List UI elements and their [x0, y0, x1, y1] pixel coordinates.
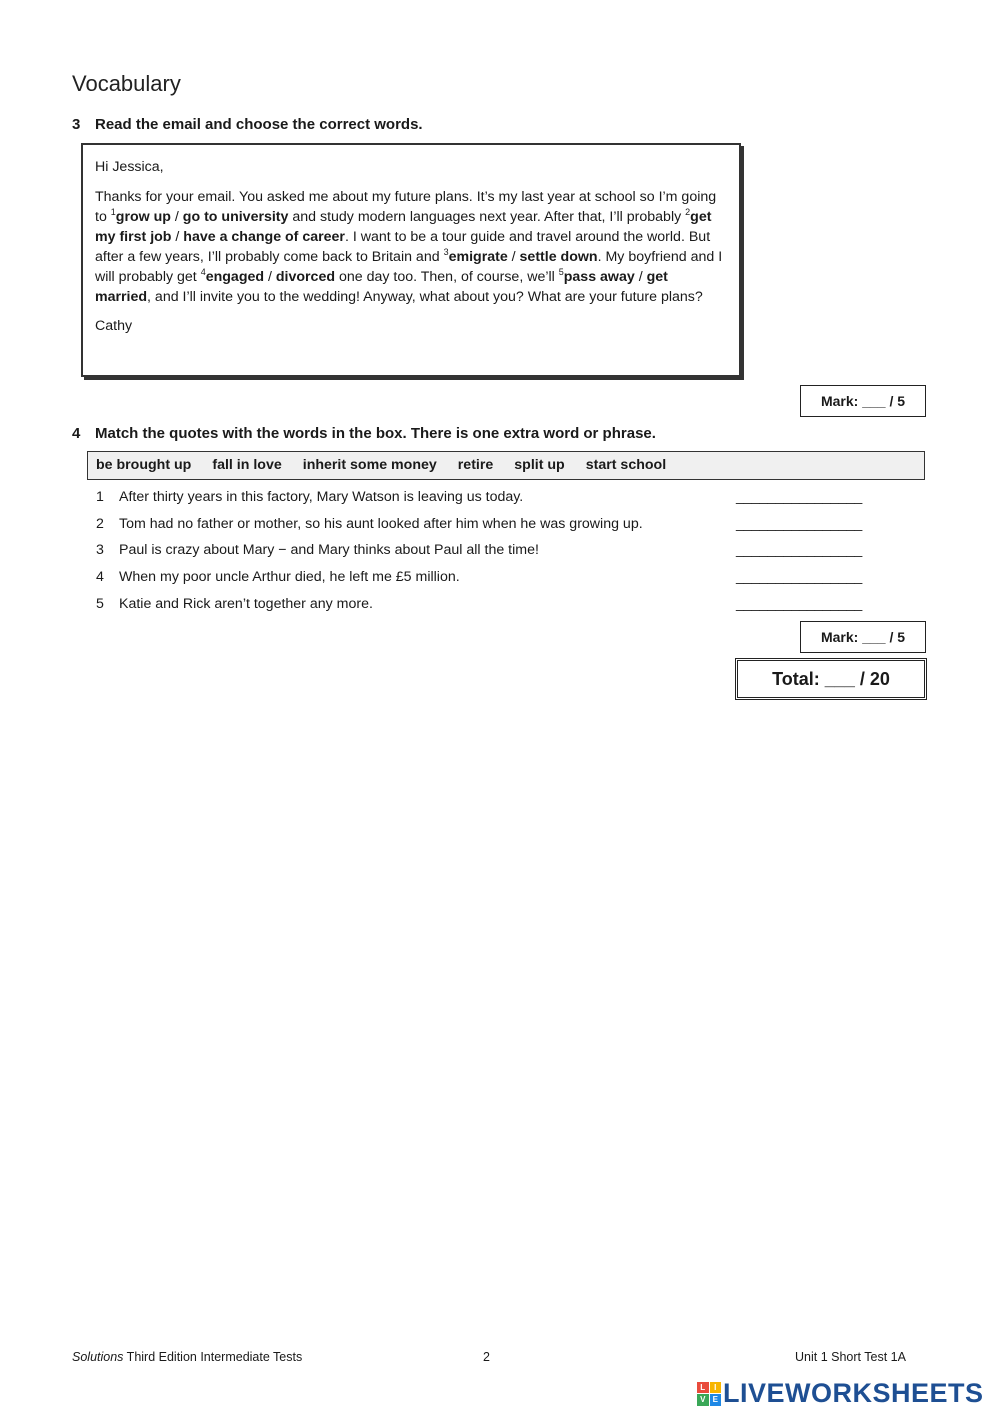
- footer-rest: Third Edition Intermediate Tests: [123, 1350, 303, 1364]
- question-number: 4: [72, 425, 81, 442]
- footer-italic: Solutions: [72, 1350, 124, 1364]
- section-title: Vocabulary: [72, 71, 181, 96]
- email-greeting: Hi Jessica,: [95, 159, 164, 175]
- item-number: 4: [96, 569, 104, 585]
- answer-blank[interactable]: ________________: [736, 569, 863, 585]
- word-option[interactable]: be brought up: [96, 457, 192, 473]
- word-box: [87, 451, 925, 480]
- item-text: After thirty years in this factory, Mary Watson is leaving us today.: [119, 489, 524, 505]
- option-2a[interactable]: get my first job: [95, 209, 712, 245]
- item-number: 3: [96, 542, 104, 558]
- word-option[interactable]: fall in love: [212, 457, 282, 473]
- email-box: [81, 143, 741, 377]
- mark-box-q4: Mark: ___ / 5: [800, 621, 926, 653]
- gap-number: 2: [685, 207, 691, 217]
- item-number: 5: [96, 596, 104, 612]
- option-separator: /: [264, 269, 276, 285]
- email-text: Thanks for your email. You asked me about my future plans. It’s my last year at school so I’m going to: [95, 189, 717, 225]
- email-text: . My boyfriend and I will probably get: [95, 249, 723, 285]
- match-item: [96, 489, 876, 509]
- option-separator: /: [634, 269, 647, 285]
- word-option[interactable]: retire: [457, 457, 494, 473]
- email-signature: Cathy: [95, 318, 133, 334]
- gap-number: 5: [558, 267, 564, 277]
- match-item: [96, 569, 876, 589]
- option-3b[interactable]: settle down: [519, 249, 598, 265]
- question-4-heading: [72, 425, 656, 442]
- item-text: Paul is crazy about Mary − and Mary thinks about Paul all the time!: [119, 542, 539, 558]
- option-separator: /: [171, 229, 184, 245]
- option-4a[interactable]: engaged: [205, 269, 265, 285]
- email-text: . I want to be a tour guide and travel around the world. But after a few years, I’ll probably come back to Britain and: [95, 229, 711, 265]
- mark-box-q3: Mark: ___ / 5: [800, 385, 926, 417]
- match-item: [96, 516, 876, 536]
- total-box: Total: ___ / 20: [735, 658, 927, 700]
- option-1a[interactable]: grow up: [115, 209, 171, 225]
- answer-blank[interactable]: ________________: [736, 489, 863, 505]
- footer-book-title: [72, 1350, 302, 1364]
- option-3a[interactable]: emigrate: [448, 249, 508, 265]
- question-3-heading: [72, 116, 423, 133]
- logo-icon: [697, 1382, 721, 1406]
- email-text: , and I’ll invite you to the wedding! Anyway, what about you? What are your future plans?: [147, 289, 703, 305]
- gap-number: 1: [110, 207, 116, 217]
- gap-number: 3: [443, 247, 449, 257]
- option-5b[interactable]: get married: [95, 269, 668, 305]
- answer-blank[interactable]: ________________: [736, 516, 863, 532]
- item-text: Tom had no father or mother, so his aunt looked after him when he was growing up.: [119, 516, 643, 532]
- footer-page-number: 2: [483, 1350, 490, 1364]
- answer-blank[interactable]: ________________: [736, 596, 863, 612]
- answer-blank[interactable]: ________________: [736, 542, 863, 558]
- question-instruction: Read the email and choose the correct words.: [95, 116, 423, 133]
- logo-text: LIVEWORKSHEETS: [723, 1378, 984, 1408]
- logo-letter: L: [697, 1382, 709, 1394]
- option-2b[interactable]: have a change of career: [183, 229, 345, 245]
- match-item: [96, 596, 876, 616]
- question-instruction: Match the quotes with the words in the box. There is one extra word or phrase.: [95, 425, 656, 442]
- logo-letter: V: [697, 1394, 709, 1406]
- item-number: 1: [96, 489, 104, 505]
- option-separator: /: [507, 249, 520, 265]
- logo-letter: I: [710, 1382, 722, 1394]
- email-text: one day too. Then, of course, we’ll: [335, 269, 559, 285]
- item-text: Katie and Rick aren’t together any more.: [119, 596, 373, 612]
- footer-test-name: Unit 1 Short Test 1A: [795, 1350, 906, 1364]
- liveworksheets-logo[interactable]: [697, 1378, 984, 1409]
- email-text: and study modern languages next year. After that, I’ll probably: [288, 209, 686, 225]
- option-1b[interactable]: go to university: [182, 209, 289, 225]
- option-4b[interactable]: divorced: [275, 269, 336, 285]
- email-body: [95, 187, 727, 307]
- word-option[interactable]: inherit some money: [302, 457, 437, 473]
- option-5a[interactable]: pass away: [563, 269, 635, 285]
- word-option[interactable]: start school: [585, 457, 667, 473]
- match-item: [96, 542, 876, 562]
- option-separator: /: [170, 209, 183, 225]
- item-text: When my poor uncle Arthur died, he left me £5 million.: [119, 569, 460, 585]
- item-number: 2: [96, 516, 104, 532]
- gap-number: 4: [200, 267, 206, 277]
- word-option[interactable]: split up: [514, 457, 565, 473]
- logo-letter: E: [710, 1394, 722, 1406]
- question-number: 3: [72, 116, 81, 133]
